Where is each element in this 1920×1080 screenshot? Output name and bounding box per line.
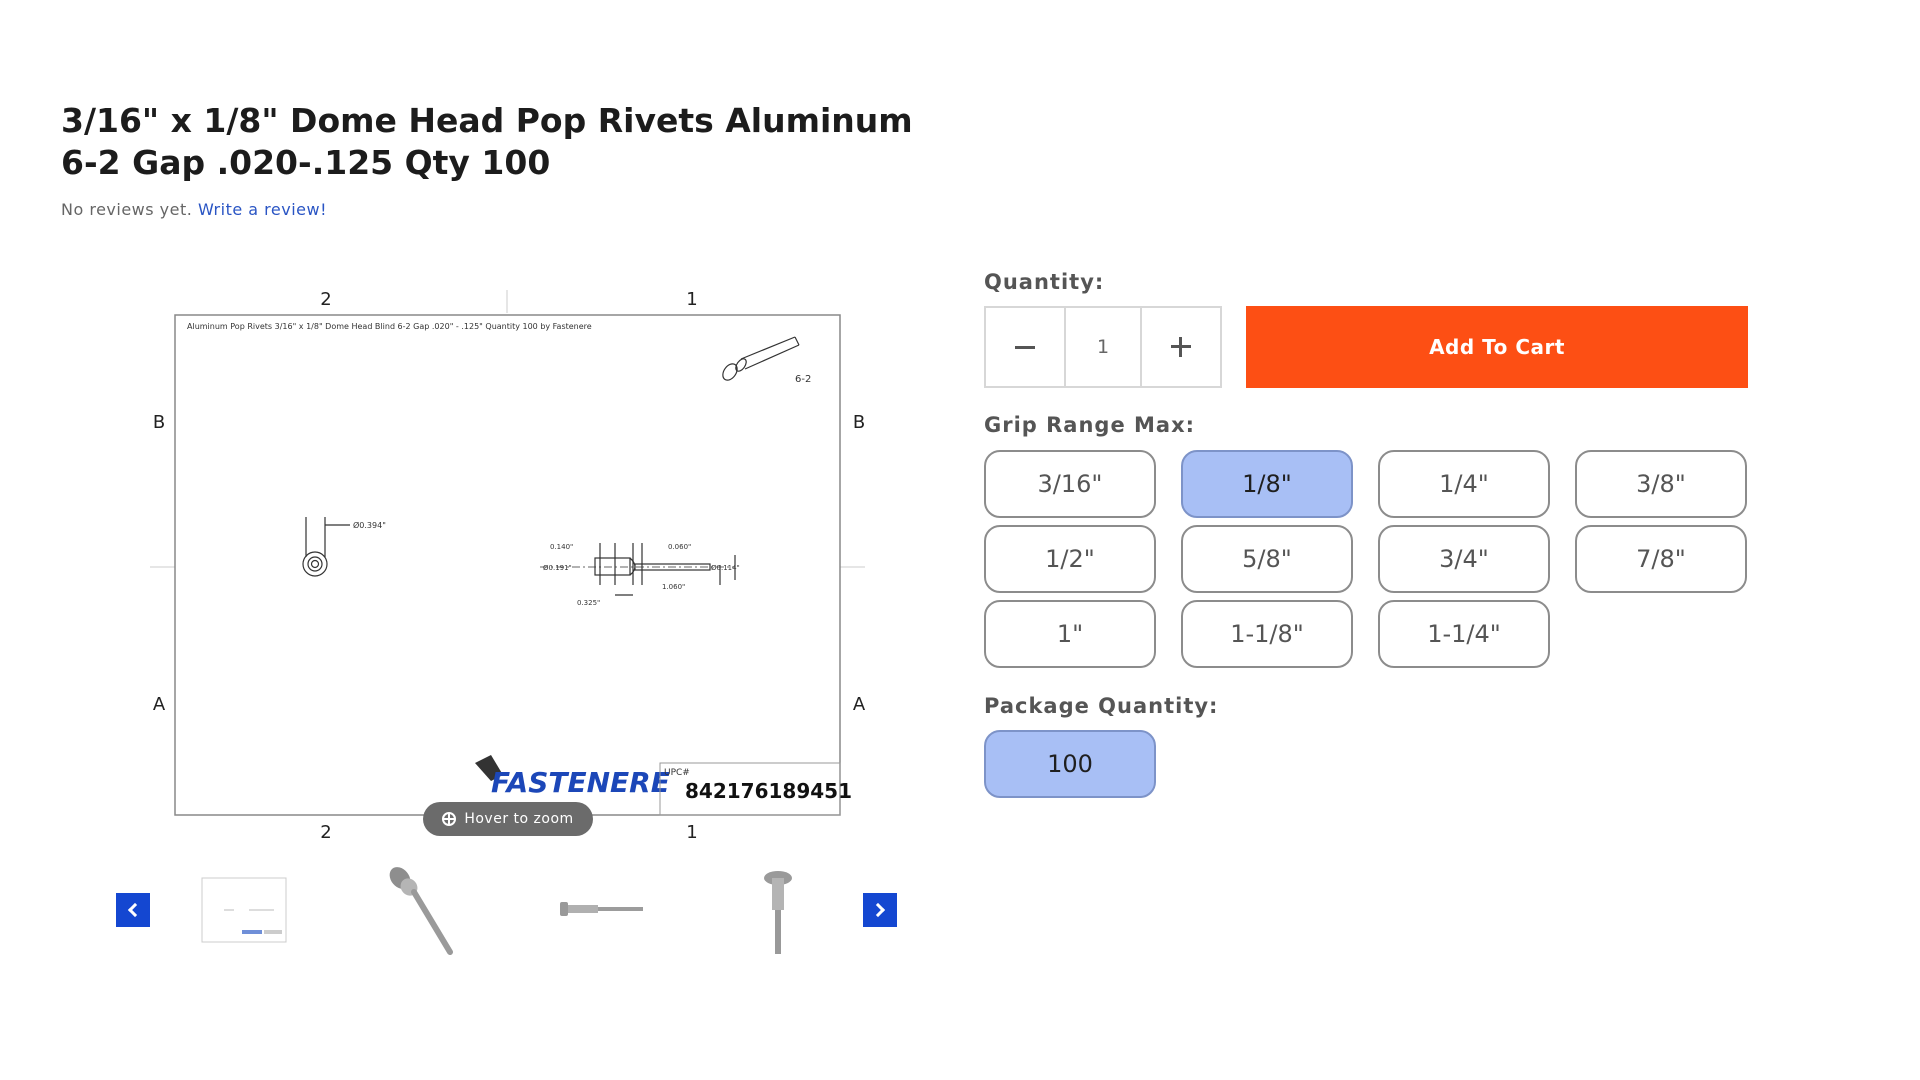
reviews-line <box>61 200 327 219</box>
grip-option-3-16[interactable]: 3/16" <box>984 450 1156 518</box>
grip-option-1-1-8[interactable]: 1-1/8" <box>1181 600 1353 668</box>
increase-quantity-button[interactable] <box>1142 308 1220 386</box>
grip-range-label: Grip Range Max: <box>984 413 1196 437</box>
thumbnail-next-button[interactable] <box>863 893 897 927</box>
svg-text:FASTENERE: FASTENERE <box>491 766 670 799</box>
zone-label: 2 <box>320 289 332 310</box>
product-title: 3/16" x 1/8" Dome Head Pop Rivets Aluminum 6-2 Gap .020-.125 Qty 100 <box>61 101 913 182</box>
upc-number: 842176189451 <box>685 779 852 803</box>
drawing-caption: Aluminum Pop Rivets 3/16" x 1/8" Dome Head Blind 6-2 Gap .020" - .125" Quantity 100 by Fastenere <box>187 322 592 331</box>
grip-option-1[interactable]: 1" <box>984 600 1156 668</box>
zoom-label: Hover to zoom <box>464 811 574 827</box>
write-review-link[interactable]: Write a review! <box>197 200 327 219</box>
thumbnail-rivet-vertical[interactable] <box>728 860 828 960</box>
quantity-label: Quantity: <box>984 270 1105 294</box>
zone-label: B <box>852 412 866 433</box>
dimension-label: 0.060" <box>668 543 692 551</box>
zone-label: 1 <box>686 289 698 310</box>
grip-option-3-8[interactable]: 3/8" <box>1575 450 1747 518</box>
minus-icon <box>1015 346 1035 349</box>
decrease-quantity-button[interactable] <box>986 308 1064 386</box>
dimension-label: Ø0.394" <box>353 521 386 530</box>
zoom-icon <box>442 812 456 826</box>
zone-label: B <box>152 412 166 433</box>
hover-to-zoom-badge <box>423 802 593 836</box>
thumbnail-drawing[interactable] <box>194 860 294 960</box>
reviews-text: No reviews yet. <box>61 200 193 219</box>
add-to-cart-button[interactable]: Add To Cart <box>1246 306 1748 388</box>
technical-drawing <box>145 285 870 840</box>
package-quantity-label: Package Quantity: <box>984 694 1219 718</box>
zone-label: A <box>852 694 866 715</box>
zone-label: 2 <box>320 822 332 840</box>
quantity-stepper <box>984 306 1222 388</box>
thumbnail-prev-button[interactable] <box>116 893 150 927</box>
grip-option-1-2[interactable]: 1/2" <box>984 525 1156 593</box>
thumbnail-rivet-angled[interactable] <box>372 860 472 960</box>
package-option-100[interactable]: 100 <box>984 730 1156 798</box>
dimension-label: Ø0.191" <box>543 564 572 572</box>
grip-option-7-8[interactable]: 7/8" <box>1575 525 1747 593</box>
thumbnail-rivet-side[interactable] <box>550 860 650 960</box>
chevron-right-icon <box>871 903 885 917</box>
grip-option-1-1-4[interactable]: 1-1/4" <box>1378 600 1550 668</box>
grip-option-3-4[interactable]: 3/4" <box>1378 525 1550 593</box>
product-main-image[interactable] <box>145 285 870 840</box>
drawing-sheet <box>175 315 840 815</box>
plus-icon <box>1171 337 1191 357</box>
grip-option-1-4[interactable]: 1/4" <box>1378 450 1550 518</box>
chevron-left-icon <box>128 903 142 917</box>
zone-label: 1 <box>686 822 698 840</box>
dimension-label: 1.060" <box>662 583 686 591</box>
quantity-input[interactable] <box>1064 308 1142 386</box>
zone-label: A <box>152 694 166 715</box>
dimension-label: Ø0.114" <box>711 564 740 572</box>
grip-option-5-8[interactable]: 5/8" <box>1181 525 1353 593</box>
upc-label: UPC# <box>664 768 690 778</box>
dimension-label: 0.325" <box>577 599 601 607</box>
dimension-label: 0.140" <box>550 543 574 551</box>
part-code: 6-2 <box>795 374 812 385</box>
thumbnail-strip <box>116 860 901 965</box>
grip-option-1-8[interactable]: 1/8" <box>1181 450 1353 518</box>
